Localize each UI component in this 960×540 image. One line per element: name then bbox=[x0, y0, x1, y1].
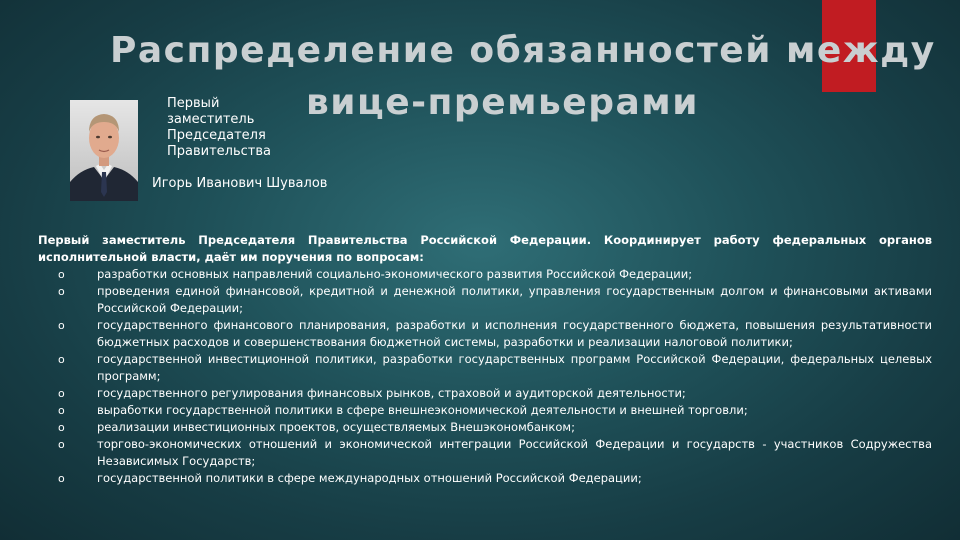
list-item-text: разработки основных направлений социально-экономического развития Российской Федерации; bbox=[97, 267, 693, 281]
bullet-icon: o bbox=[58, 353, 65, 366]
person-role-line-4: Правительства bbox=[167, 144, 271, 159]
bullet-icon: o bbox=[58, 387, 65, 400]
list-item bbox=[38, 419, 932, 436]
list-item-text: государственного регулирования финансовых рынков, страховой и аудиторской деятельности; bbox=[97, 386, 686, 400]
list-item bbox=[38, 436, 932, 470]
list-item bbox=[38, 283, 932, 317]
list-item bbox=[38, 470, 932, 487]
list-item-text: государственной инвестиционной политики, разработки государственных программ Российской Федерации, федеральных целевых программ; bbox=[97, 352, 932, 383]
list-item bbox=[38, 402, 932, 419]
person-role-line-1: Первый bbox=[167, 96, 220, 111]
person-role-line-2: заместитель bbox=[167, 112, 255, 127]
duties-list bbox=[38, 266, 932, 487]
bullet-icon: o bbox=[58, 268, 65, 281]
list-item bbox=[38, 385, 932, 402]
list-item bbox=[38, 351, 932, 385]
bullet-icon: o bbox=[58, 319, 65, 332]
list-item-text: проведения единой финансовой, кредитной и денежной политики, управления государственным долгом и финансовыми активами Российской Федерации; bbox=[97, 284, 932, 315]
list-item-text: государственного финансового планирования, разработки и исполнения государственного бюджета, повышения результативности бюджетных расходов и совершенствования бюджетной системы, разработки и реализации налоговой политики; bbox=[97, 318, 932, 349]
bullet-icon: o bbox=[58, 472, 65, 485]
bullet-icon: o bbox=[58, 285, 65, 298]
person-role bbox=[167, 96, 271, 160]
bullet-icon: o bbox=[58, 404, 65, 417]
portrait-photo bbox=[70, 100, 138, 201]
list-item-text: торгово-экономических отношений и экономической интеграции Российской Федерации и государств - участников Содружества Независимых Государств; bbox=[97, 437, 932, 468]
list-item-text: выработки государственной политики в сфере внешнеэкономической деятельности и внешней торговли; bbox=[97, 403, 748, 417]
intro-paragraph: Первый заместитель Председателя Правительства Российской Федерации. Координирует работу федеральных органов исполнительной власти, даёт им поручения по вопросам: bbox=[38, 233, 932, 264]
slide-title-line-2: вице-премьерами bbox=[306, 82, 699, 123]
bullet-icon: o bbox=[58, 421, 65, 434]
person-role-line-3: Председателя bbox=[167, 128, 266, 143]
list-item bbox=[38, 317, 932, 351]
body-text bbox=[38, 232, 932, 487]
person-name: Игорь Иванович Шувалов bbox=[152, 176, 328, 191]
list-item bbox=[38, 266, 932, 283]
list-item-text: государственной политики в сфере международных отношений Российской Федерации; bbox=[97, 471, 642, 485]
slide-title-line-1: Распределение обязанностей между bbox=[110, 30, 936, 71]
list-item-text: реализации инвестиционных проектов, осуществляемых Внешэкономбанком; bbox=[97, 420, 575, 434]
bullet-icon: o bbox=[58, 438, 65, 451]
